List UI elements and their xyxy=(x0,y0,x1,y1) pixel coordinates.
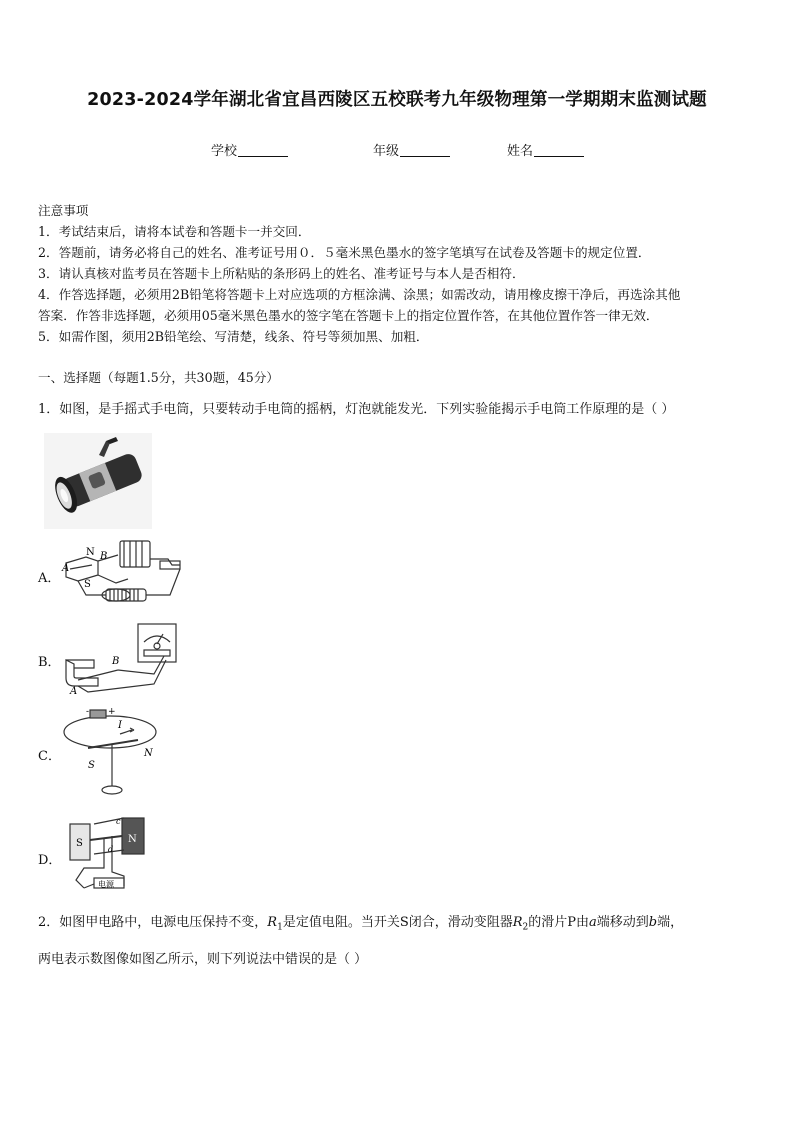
q2-r1-sub: 1 xyxy=(277,922,283,933)
grade-blank[interactable] xyxy=(400,143,450,157)
flashlight-photo xyxy=(44,433,152,529)
q2-r2: R xyxy=(512,915,523,930)
grade-label: 年级 xyxy=(373,144,400,159)
question-2-stem xyxy=(38,907,768,975)
fig-c-minus: - xyxy=(86,707,90,717)
fig-d-battery: 电源 xyxy=(98,880,114,889)
grade-field xyxy=(373,140,450,159)
option-d-figure[interactable] xyxy=(64,810,154,894)
name-blank[interactable] xyxy=(534,143,584,157)
q2-part5: 端， xyxy=(657,915,684,930)
note-item-2: 2．答题前，请务必将自己的姓名、准考证号用０．５毫米黑色墨水的签字笔填写在试卷及答题卡的规定位置． xyxy=(38,245,651,260)
name-field xyxy=(507,140,584,159)
section-heading: 一、选择题（每题1.5分，共30题，45分） xyxy=(38,370,279,385)
q2-b: b xyxy=(648,915,658,930)
q2-r1: R xyxy=(267,915,278,930)
fig-b-a: A xyxy=(70,686,78,696)
fig-c-plus: + xyxy=(108,707,116,717)
option-a-label[interactable]: A． xyxy=(38,571,61,586)
note-item-1: 1．考试结束后，请将本试卷和答题卡一并交回． xyxy=(38,224,311,239)
option-a-figure[interactable] xyxy=(58,535,188,607)
note-item-3: 3．请认真核对监考员在答题卡上所粘贴的条形码上的姓名、准考证号与本人是否相符． xyxy=(38,266,525,281)
q2-part3: 的滑片P由 xyxy=(528,915,589,930)
question-1-stem: 1．如图，是手摇式手电筒，只要转动手电筒的摇柄，灯泡就能发光．下列实验能揭示手电筒工作原理的是（ ） xyxy=(38,402,675,417)
fig-a-b: B xyxy=(100,551,108,562)
q2-part2: 是定值电阻。当开关S闭合，滑动变阻器 xyxy=(282,915,513,930)
fig-d-c: c xyxy=(116,817,121,826)
school-field xyxy=(211,140,288,159)
name-label: 姓名 xyxy=(507,144,534,159)
option-b-figure[interactable] xyxy=(58,620,183,696)
q2-line2: 两电表示数图像如图乙所示，则下列说法中错误的是（ ） xyxy=(38,951,368,967)
fig-c-s: S xyxy=(88,760,95,771)
q2-a: a xyxy=(589,915,597,930)
q2-part1: 2．如图甲电路中，电源电压保持不变， xyxy=(38,915,268,930)
notes-heading: 注意事项 xyxy=(38,203,89,218)
q2-r2-sub: 2 xyxy=(522,922,529,933)
note-item-4: 4．作答选择题，必须用2B铅笔将答题卡上对应选项的方框涂满、涂黑；如需改动，请用橡皮擦干净后，再选涂其他 xyxy=(38,287,681,302)
fig-d-d: d xyxy=(108,845,114,854)
fig-b-b: B xyxy=(112,656,120,667)
note-item-4-cont: 答案．作答非选择题，必须用05毫米黑色墨水的签字笔在答题卡上的指定位置作答，在其他位置作答一律无效． xyxy=(38,308,659,323)
note-item-5: 5．如需作图，须用2B铅笔绘、写清楚，线条、符号等须加黑、加粗． xyxy=(38,329,429,344)
option-c-figure[interactable] xyxy=(60,704,164,800)
option-d-label[interactable]: D． xyxy=(38,853,62,868)
fig-a-n: N xyxy=(86,547,95,558)
option-c-label[interactable]: C． xyxy=(38,749,61,764)
school-blank[interactable] xyxy=(238,143,288,157)
fig-d-n: N xyxy=(128,834,137,845)
fig-a-s: S xyxy=(84,579,91,590)
page-title: 2023-2024学年湖北省宜昌西陵区五校联考九年级物理第一学期期末监测试题 xyxy=(87,90,707,110)
student-info-row xyxy=(0,140,794,160)
q2-part4: 端移动到 xyxy=(596,915,649,930)
option-b-label[interactable]: B． xyxy=(38,655,61,670)
fig-c-i: I xyxy=(118,720,122,731)
fig-d-s: S xyxy=(76,838,83,849)
school-label: 学校 xyxy=(211,144,238,159)
fig-c-n: N xyxy=(144,748,153,759)
fig-a-a: A xyxy=(62,563,70,574)
